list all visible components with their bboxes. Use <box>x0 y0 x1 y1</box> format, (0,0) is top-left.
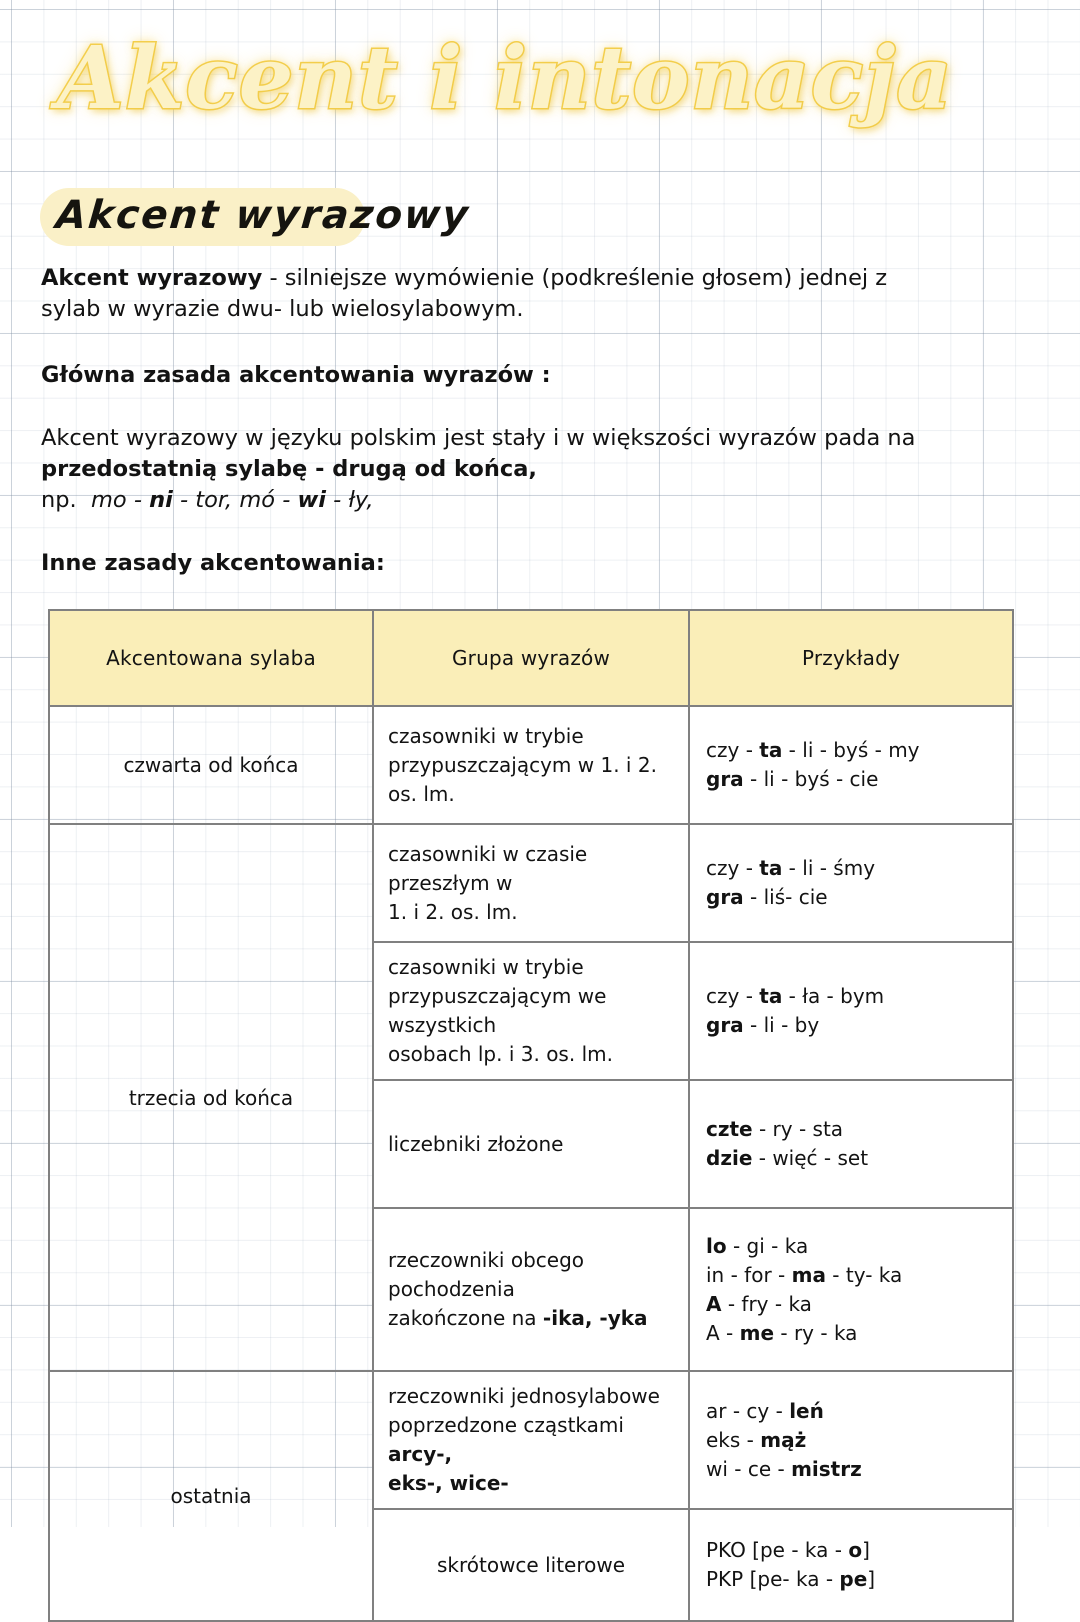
page-title <box>0 28 1010 129</box>
cell-word-group <box>373 824 689 942</box>
group-line: rzeczowniki obcego pochodzenia <box>388 1248 585 1301</box>
example-part-4: - ły, <box>325 487 374 513</box>
cell-accented-syllable: ostatnia <box>49 1371 373 1621</box>
page-title-text: Akcent i intonacja <box>57 28 953 129</box>
example-line: PKO [pe - ka - o] <box>706 1538 870 1562</box>
example-line: A - fry - ka <box>706 1291 812 1316</box>
example-line: czte - ry - sta <box>706 1117 844 1141</box>
example-line: eks - mąż <box>706 1427 807 1452</box>
cell-word-group <box>373 1509 689 1621</box>
cell-examples <box>689 824 1013 942</box>
group-line: osobach lp. i 3. os. lm. <box>388 1042 613 1066</box>
group-line: rzeczowniki jednosylabowe <box>388 1384 660 1408</box>
group-line: zakończone na -ika, -yka <box>388 1306 648 1330</box>
example-line: wi - ce - mistrz <box>706 1456 862 1481</box>
cell-examples <box>689 706 1013 824</box>
example-line: in - for - ma - ty- ka <box>706 1262 903 1287</box>
table-header-row <box>49 610 1013 706</box>
group-line: eks-, wice- <box>388 1471 509 1495</box>
cell-examples <box>689 1509 1013 1621</box>
example-line: PKP [pe- ka - pe] <box>706 1567 876 1591</box>
example-stress-1: ni <box>149 487 173 513</box>
example-part-1: mo - <box>91 487 150 513</box>
cell-examples <box>689 1208 1013 1371</box>
group-line: liczebniki złożone <box>388 1131 564 1156</box>
group-line: skrótowce literowe <box>436 1552 626 1577</box>
example-line: dzie - więć - set <box>706 1146 869 1170</box>
example-part-2: - tor, <box>172 487 240 513</box>
cell-examples <box>689 1080 1013 1208</box>
definition-rest: - silniejsze wymówienie (podkreślenie głosem) jednej z sylab w wyrazie dwu- lub wielosylabowym. <box>41 265 888 322</box>
definition-term: Akcent wyrazowy <box>41 265 263 291</box>
example-part-3: mó - <box>239 487 298 513</box>
main-rule-label: Główna zasada akcentowania wyrazów : <box>41 362 551 388</box>
cell-accented-syllable: trzecia od końca <box>49 824 373 1371</box>
other-rules-label: Inne zasady akcentowania: <box>41 550 385 576</box>
table-header <box>49 610 1013 706</box>
example-line: A - me - ry - ka <box>706 1320 858 1345</box>
example-line: lo - gi - ka <box>706 1233 809 1258</box>
group-line: poprzedzone cząstkami arcy-, <box>388 1413 624 1466</box>
group-line: czasowniki w trybie <box>388 723 584 748</box>
example-line: czy - ta - li - byś - my <box>706 738 920 762</box>
example-line: czy - ta - li - śmy <box>706 856 876 880</box>
main-rule-line2: przedostatnią sylabę - drugą od końca, <box>41 456 537 482</box>
group-line: czasowniki w czasie przeszłym w <box>388 841 588 895</box>
example-line: czy - ta - ła - bym <box>706 984 885 1008</box>
table-row <box>49 824 1013 942</box>
main-rule-line1: Akcent wyrazowy w języku polskim jest stały i w większości wyrazów pada na <box>41 425 916 451</box>
cell-examples <box>689 1371 1013 1509</box>
column-header-syllable: Akcentowana sylaba <box>49 610 373 706</box>
definition-paragraph <box>41 263 941 325</box>
example-stress-2: wi <box>297 487 326 513</box>
table-row <box>49 706 1013 824</box>
accent-rules-table <box>48 609 1014 1622</box>
group-line: 1. i 2. os. lm. <box>388 899 518 924</box>
group-line: przypuszczającym we wszystkich <box>388 984 607 1037</box>
cell-word-group <box>373 1208 689 1371</box>
table-body <box>49 706 1013 1621</box>
example-line: gra - li - byś - cie <box>706 767 879 791</box>
example-prefix: np. <box>41 487 77 513</box>
cell-word-group <box>373 1080 689 1208</box>
column-header-examples: Przykłady <box>689 610 1013 706</box>
group-line: czasowniki w trybie <box>388 955 584 979</box>
example-line: gra - liś- cie <box>706 885 828 909</box>
section-heading-text: Akcent wyrazowy <box>54 193 472 238</box>
cell-accented-syllable: czwarta od końca <box>49 706 373 824</box>
cell-word-group <box>373 706 689 824</box>
main-rule-paragraph <box>41 423 971 516</box>
table-row <box>49 1371 1013 1509</box>
example-line: gra - li - by <box>706 1013 820 1037</box>
cell-word-group <box>373 942 689 1080</box>
cell-word-group <box>373 1371 689 1509</box>
column-header-group: Grupa wyrazów <box>373 610 689 706</box>
example-line: ar - cy - leń <box>706 1398 824 1423</box>
cell-examples <box>689 942 1013 1080</box>
group-line: przypuszczającym w 1. i 2. os. lm. <box>388 752 657 806</box>
